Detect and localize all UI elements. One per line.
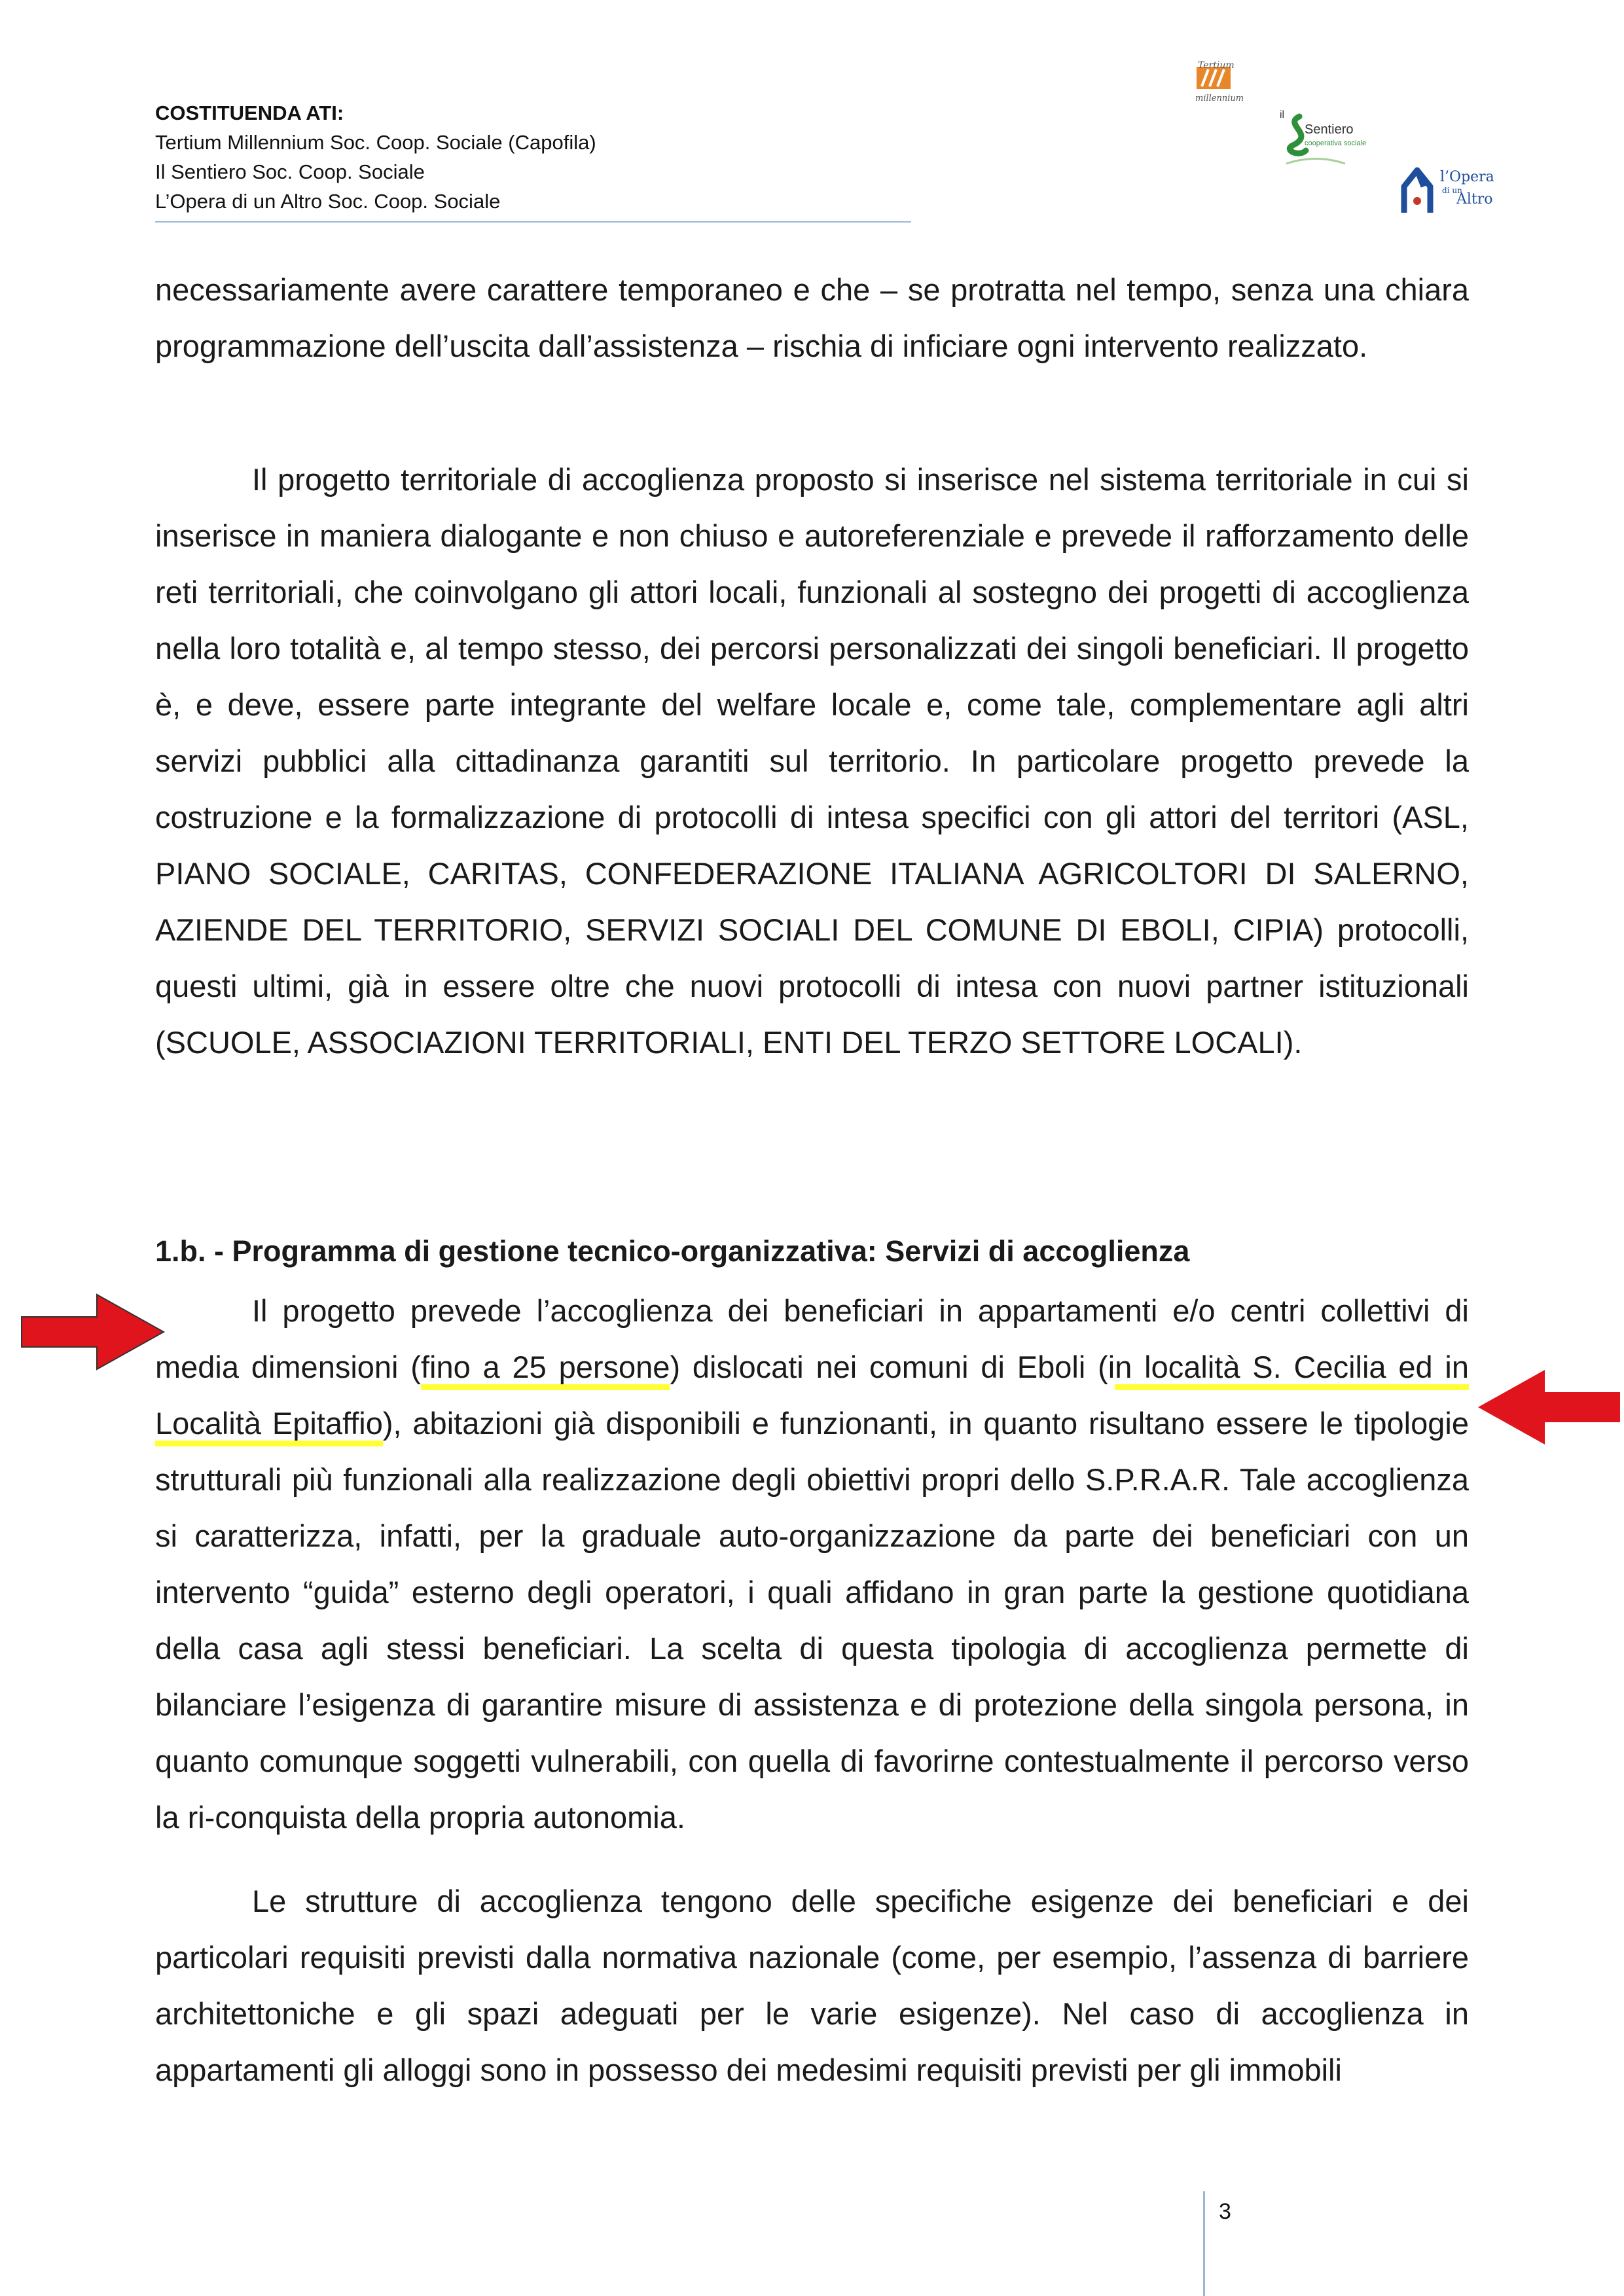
opera-di-un-altro-logo <box>1391 160 1506 223</box>
paragraph-3 <box>155 1283 1469 1846</box>
paragraph-2-text: Il progetto territoriale di accoglienza proposto si inserisce nel sistema territoriale in cui si inserisce in maniera dialogante e non chiuso e autoreferenziale e prevede il rafforzamento delle reti territoriali, che coinvolgano gli attori locali, funzionali al sostegno dei progetti di accoglienza nella loro totalità e, al tempo stesso, dei percorsi personalizzati dei singoli beneficiari. Il progetto è, e deve, essere parte integrante del welfare locale e, come tale, complementare agli altri servizi pubblici alla cittadinanza garantiti sul territorio. In particolare progetto prevede la costruzione e la formalizzazione di protocolli di intesa specifici con gli attori del territori (ASL, PIANO SOCIALE, CARITAS, CONFEDERAZIONE ITALIANA AGRICOLTORI DI SALERNO, AZIENDE DEL TERRITORIO, SERVIZI SOCIALI DEL COMUNE DI EBOLI, CIPIA) protocolli, questi ultimi, già in essere oltre che nuovi protocolli di intesa con nuovi partner istituzionali (SCUOLE, ASSOCIAZIONI TERRITORIALI, ENTI DEL TERZO SETTORE LOCALI). <box>155 462 1469 1060</box>
paragraph-3-part-c: ), abitazioni già disponibili e funzionanti, in quanto risultano essere le tipologie strutturali più funzionali alla realizzazione degli obiettivi propri dello S.P.R.A.R. Tale accoglienza si caratterizza, infatti, per la graduale auto-organizzazione da parte dei beneficiari con un intervento “guida” esterno degli operatori, i quali affidano in gran parte la gestione quotidiana della casa agli stessi beneficiari. La scelta di questa tipologia di accoglienza permette di bilanciare l’esigenza di garantire misure di assistenza e di protezione della singola persona, in quanto comunque soggetti vulnerabili, con quella di favorirne contestualmente il percorso verso la ri-conquista della propria autonomia. <box>155 1406 1469 1835</box>
highlighted-locations: n località S. Cecilia ed in Località Epitaffio <box>155 1350 1469 1446</box>
svg-text:l’Opera: l’Opera <box>1440 169 1494 185</box>
left-arrow-icon <box>1473 1365 1623 1450</box>
svg-text:Sentiero: Sentiero <box>1305 122 1354 137</box>
paragraph-1 <box>155 262 1469 374</box>
svg-text:Tertium: Tertium <box>1198 60 1235 71</box>
highlighted-capacity: fino a 25 persone <box>421 1350 670 1390</box>
header-line-3: L’Opera di un Altro Soc. Coop. Sociale <box>155 190 501 213</box>
svg-text:Altro: Altro <box>1456 191 1493 207</box>
paragraph-3-part-b: ) dislocati nei comuni di Eboli (i <box>670 1350 1115 1384</box>
header-divider <box>155 221 911 223</box>
header-title: COSTITUENDA ATI: <box>155 101 344 124</box>
tertium-millennium-logo <box>1172 60 1250 107</box>
paragraph-3-part-a: Il progetto prevede l’accoglienza dei beneficiari in appartamenti e/o centri collettivi di media dimensioni ( <box>155 1293 1469 1384</box>
header-block <box>155 98 908 216</box>
svg-text:il: il <box>1280 109 1285 120</box>
svg-text:millennium: millennium <box>1195 94 1244 103</box>
paragraph-4 <box>155 1873 1469 2098</box>
right-arrow-icon <box>18 1289 169 1374</box>
svg-text:cooperativa sociale: cooperativa sociale <box>1305 139 1367 147</box>
header-line-1: Tertium Millennium Soc. Coop. Sociale (Capofila) <box>155 131 596 154</box>
paragraph-1-text: necessariamente avere carattere temporaneo e che – se protratta nel tempo, senza una chiara programmazione dell’uscita dall’assistenza – rischia di inficiare ogni intervento realizzato. <box>155 272 1469 363</box>
paragraph-2 <box>155 452 1469 1071</box>
footer-divider <box>1203 2191 1205 2296</box>
svg-text:di un: di un <box>1442 186 1462 195</box>
page-number: 3 <box>1219 2199 1231 2224</box>
section-heading: 1.b. - Programma di gestione tecnico-organizzativa: Servizi di accoglienza <box>155 1234 1190 1268</box>
il-sentiero-logo <box>1280 105 1378 183</box>
paragraph-3-text <box>155 1283 1469 1846</box>
paragraph-4-text: Le strutture di accoglienza tengono delle specifiche esigenze dei beneficiari e dei particolari requisiti previsti dalla normativa nazionale (come, per esempio, l’assenza di barriere architettoniche e gli spazi adeguati per le varie esigenze). Nel caso di accoglienza in appartamenti gli alloggi sono in possesso dei medesimi requisiti previsti per gli immobili <box>155 1884 1469 2087</box>
header-line-2: Il Sentiero Soc. Coop. Sociale <box>155 160 425 183</box>
